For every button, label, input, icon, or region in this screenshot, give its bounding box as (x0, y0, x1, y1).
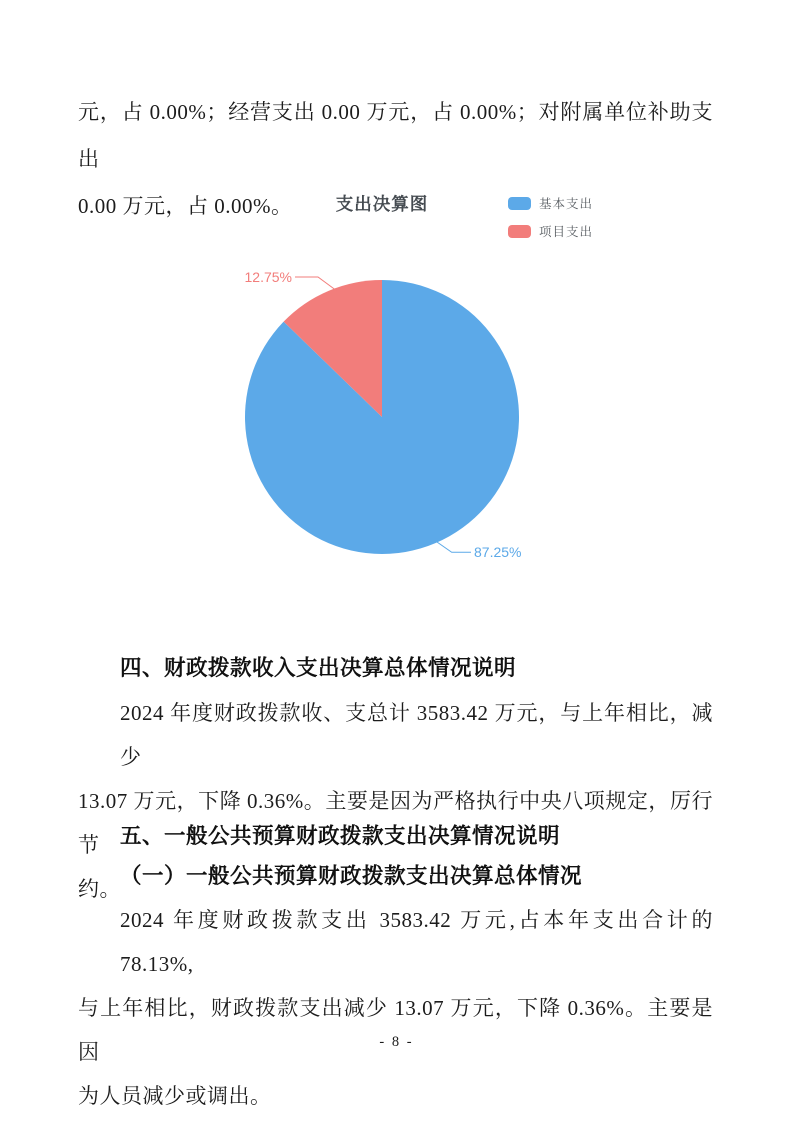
para4-line-2: 13.07 万元，下降 0.36%。主要是因为严格执行中央八项规定，厉行节 (78, 789, 713, 857)
section-heading-4: 四、财政拨款收入支出决算总体情况说明 (120, 656, 517, 680)
intro-line-1: 元，占 0.00%；经营支出 0.00 万元，占 0.00%；对附属单位补助支出 (78, 100, 713, 171)
legend-item-basic (508, 194, 593, 212)
section-5-paragraph (78, 898, 713, 1118)
leader-line-project (295, 277, 337, 291)
legend-label-basic: 基本支出 (539, 197, 594, 211)
pie-chart-svg (222, 257, 542, 577)
chart-legend (508, 194, 593, 250)
para5-line-3: 为人员减少或调出。 (78, 1084, 272, 1108)
para4-line-3: 约。 (78, 877, 121, 901)
section-heading-5: 五、一般公共预算财政拨款支出决算情况说明 (120, 824, 561, 848)
legend-swatch-project-icon (508, 225, 531, 238)
para5-line-2: 与上年相比，财政拨款支出减少 13.07 万元，下降 0.36%。主要是因 (78, 996, 713, 1064)
pie-label-basic: 87.25% (474, 544, 522, 560)
para4-line-1: 2024 年度财政拨款收、支总计 3583.42 万元，与上年相比，减少 (120, 701, 713, 769)
pie-label-project: 12.75% (244, 269, 292, 285)
para5-line-1: 2024 年度财政拨款支出 3583.42 万元,占本年支出合计的 78.13%, (120, 908, 713, 976)
section-heading-5-1: （一）一般公共预算财政拨款支出决算总体情况 (120, 864, 583, 888)
chart-title: 支出决算图 (335, 194, 429, 214)
intro-line-2: 0.00 万元，占 0.00%。 (78, 194, 293, 218)
legend-item-project (508, 222, 593, 240)
page-number: - 8 - (379, 1034, 414, 1050)
legend-label-project: 项目支出 (539, 225, 594, 239)
legend-swatch-basic-icon (508, 197, 531, 210)
